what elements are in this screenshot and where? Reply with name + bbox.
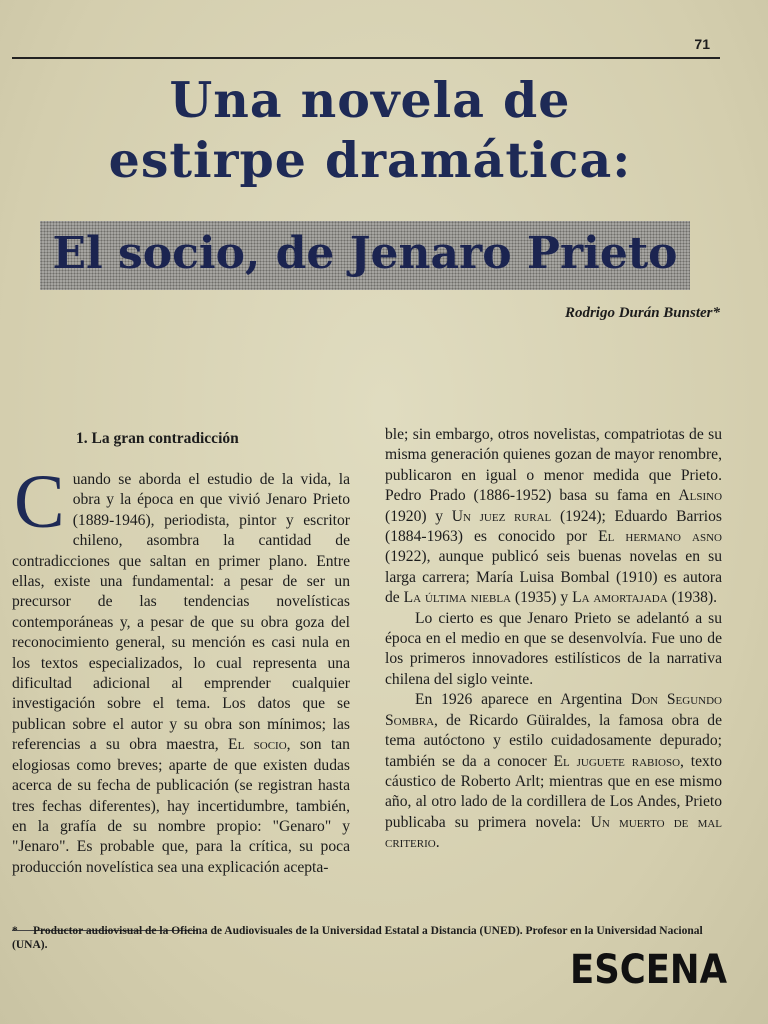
escena-logo-text: ESCENA bbox=[570, 947, 728, 993]
work-title: El socio bbox=[228, 736, 287, 754]
paragraph: Cuando se aborda el estudio de la vida, la obra y la época en que vivió Jenaro Prieto (1889-1946), periodista, pintor y escritor chileno, asombra la cantidad de contradicciones que saltan en primer plano. Entre ellas, existe una fundamental: a pesar de ser un precursor de las tendencias novelísticas contemporáneas y, a pesar de que su obra goza del reconocimiento general, su mención es casi nula en los textos especializados, lo cual representa una dificultad adicional al emprender cualquier investigación sobre el tema. Los datos que se publican sobre el autor y su obra son mínimos; las referencias a su obra maestra, El socio, son tan elogiosas como breves; aparte de que existen dudas acerca de su fecha de publicación (se registran hasta tres fechas diferentes), hay incertidumbre, también, en la grafía de su nombre propio: "Genaro" y "Jenaro". Es probable que, para la crítica, su poca producción novelística sea una explicación acepta- bbox=[12, 460, 350, 876]
paragraph: ble; sin embargo, otros novelistas, compatriotas de su misma generación quienes gozan de mayor renombre, publicaron en igual o menor medida que Prieto. Pedro Prado (1886-1952) basa su fama en Alsino (1920) y Un juez rural (1924); Eduardo Barrios (1884-1963) es conocido por El hermano asno (1922), aunque publicó seis buenas novelas en su larga carrera; María Luisa Bombal (1910) es autora de La última niebla (1935) y La amortajada (1938). bbox=[385, 426, 723, 607]
column-left bbox=[12, 460, 350, 878]
footnote-mark: * bbox=[12, 925, 18, 937]
article-subtitle: El socio, de Jenaro Prieto bbox=[52, 228, 678, 279]
work-title: El hermano asno bbox=[598, 528, 722, 546]
article-title bbox=[20, 70, 720, 190]
title-line-1: Una novela de bbox=[169, 71, 571, 129]
page-number: 71 bbox=[694, 36, 710, 52]
escena-logo bbox=[570, 947, 728, 993]
work-title: El juguete rabioso bbox=[553, 752, 681, 770]
work-title: La amortajada bbox=[572, 589, 668, 607]
footnote-text: Productor audiovisual de la Oficina de Audiovisuales de la Universidad Estatal a Distancia (UNED). Profesor en la Universidad Nacional (UNA). bbox=[12, 925, 703, 951]
work-title: Un juez rural bbox=[451, 507, 552, 525]
paragraph: Lo cierto es que Jenaro Prieto se adelantó a su época en el medio en que se desenvolvía. Fue uno de los primeros innovadores estilísticos de la narrativa chilena del siglo veinte. bbox=[385, 609, 722, 688]
title-line-2: estirpe dramática: bbox=[108, 131, 632, 189]
header-rule bbox=[12, 57, 720, 59]
work-title: Un muerto de mal criterio bbox=[385, 813, 723, 852]
paragraph: En 1926 aparece en Argentina Don Segundo Sombra, de Ricardo Güiraldes, la famosa obra de tema autóctono y estilo cuidadosamente depurado; también se da a conocer El juguete rabioso, texto cáustico de Roberto Arlt; mientras que en ese mismo año, al otro lado de la cordillera de Los Andes, Prieto publicaba su primera novela: Un muerto de mal criterio. bbox=[385, 691, 723, 852]
work-title: La última niebla bbox=[403, 589, 511, 607]
drop-cap: C bbox=[14, 460, 65, 544]
work-title: Don Segundo Sombra bbox=[385, 691, 722, 729]
section-heading: 1. La gran contradicción bbox=[76, 430, 239, 447]
author-byline: Rodrigo Durán Bunster* bbox=[564, 305, 720, 321]
work-title: Alsino bbox=[678, 487, 723, 505]
column-right bbox=[385, 425, 722, 854]
